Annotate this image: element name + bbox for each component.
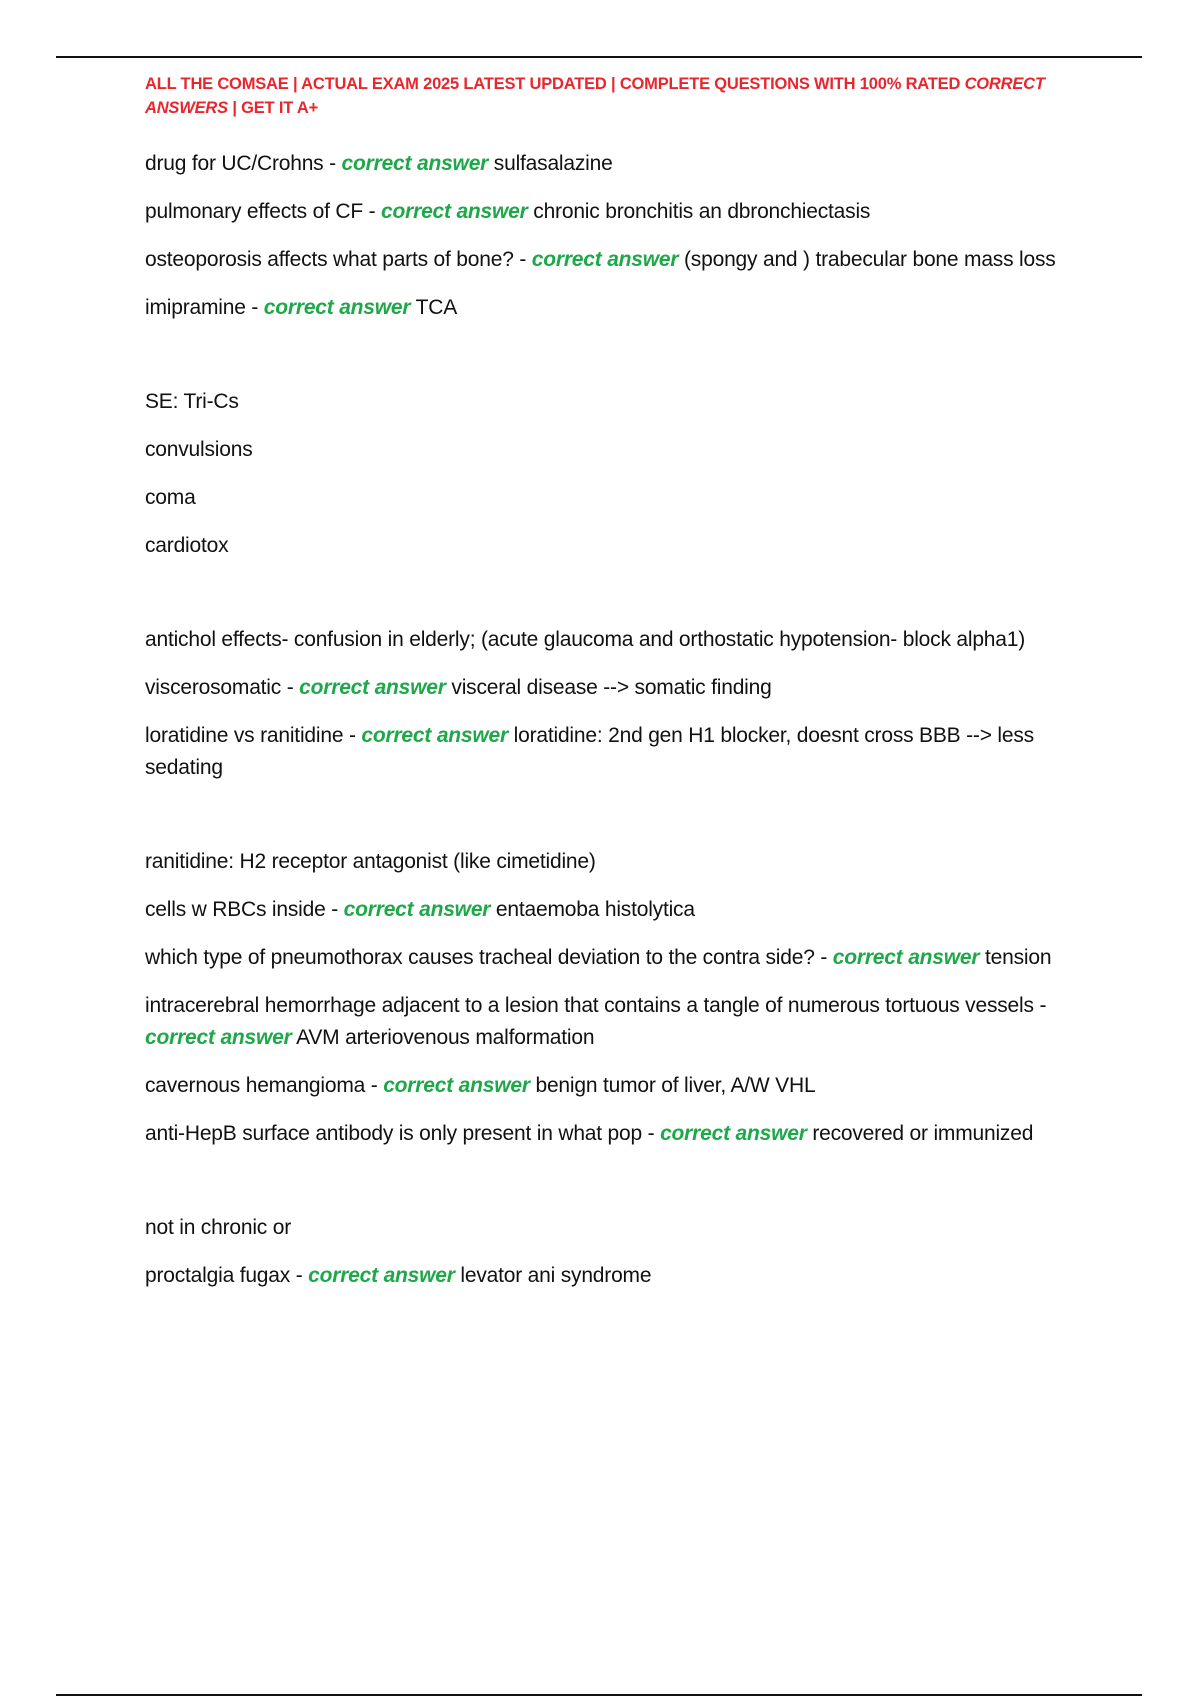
plain-line: not in chronic or (145, 1216, 292, 1239)
separator: - (281, 676, 300, 699)
qa-entry (145, 894, 1085, 926)
question: imipramine (145, 296, 246, 319)
spacer (145, 1166, 1085, 1212)
qa-entry (145, 196, 1085, 228)
answer: visceral disease --> somatic finding (451, 676, 772, 699)
plain-line: ranitidine: H2 receptor antagonist (like cimetidine) (145, 850, 596, 873)
correct-answer-label: correct answer (308, 1264, 455, 1287)
separator: - (362, 200, 382, 223)
question: which type of pneumothorax causes tracheal deviation to the contra side? (145, 946, 815, 969)
correct-answer-label: correct answer (299, 676, 446, 699)
answer: sulfasalazine (493, 152, 613, 175)
header-main: ALL THE COMSAE | ACTUAL EXAM 2025 LATEST UPDATED | COMPLETE QUESTIONS WITH 100% RATED (145, 75, 965, 93)
question: osteoporosis affects what parts of bone? (145, 248, 514, 271)
correct-answer-label: correct answer (383, 1074, 530, 1097)
top-rule (56, 56, 1142, 58)
separator: - (325, 898, 344, 921)
qa-entry (145, 672, 1085, 704)
question: cavernous hemangioma (145, 1074, 366, 1097)
separator: - (814, 946, 833, 969)
spacer (145, 578, 1085, 624)
question: pulmonary effects of CF (145, 200, 363, 223)
plain-line: antichol effects- confusion in elderly; (acute glaucoma and orthostatic hypotension- block alpha1) (145, 628, 1026, 651)
separator: - (343, 724, 362, 747)
header-italic: CORRECT ANSWERS (145, 75, 1045, 117)
answer: recovered or immunized (812, 1122, 1034, 1145)
qa-entry (145, 1260, 1085, 1292)
qa-entry (145, 1118, 1085, 1150)
correct-answer-label: correct answer (660, 1122, 807, 1145)
plain-line: coma (145, 486, 196, 509)
header-tail: | GET IT A+ (227, 99, 319, 117)
correct-answer-label: correct answer (343, 898, 491, 921)
answer: entaemoba histolytica (495, 898, 695, 921)
separator: - (1033, 994, 1047, 1017)
answer: levator ani syndrome (460, 1264, 652, 1287)
plain-line: SE: Tri-Cs (145, 390, 239, 413)
answer: TCA (415, 296, 458, 319)
bottom-rule (56, 1694, 1142, 1696)
correct-answer-label: correct answer (381, 200, 528, 223)
answer: tension (985, 946, 1052, 969)
separator: - (290, 1264, 309, 1287)
correct-answer-label: correct answer (341, 152, 489, 175)
document-header (145, 72, 1105, 120)
answer: AVM arteriovenous malformation (296, 1026, 595, 1049)
plain-line: cardiotox (145, 534, 229, 557)
separator: - (365, 1074, 384, 1097)
qa-entry (145, 720, 1085, 784)
qa-list (145, 148, 1085, 1308)
correct-answer-label: correct answer (361, 724, 508, 747)
qa-entry (145, 942, 1085, 974)
correct-answer-label: correct answer (263, 296, 411, 319)
answer: chronic bronchitis an dbronchiectasis (533, 200, 871, 223)
plain-line: convulsions (145, 438, 253, 461)
spacer (145, 800, 1085, 846)
qa-entry (145, 148, 1085, 180)
question: proctalgia fugax (145, 1264, 291, 1287)
answer: loratidine: 2nd gen H1 blocker, doesnt cross BBB --> less sedating (145, 724, 1034, 779)
answer: benign tumor of liver, A/W VHL (535, 1074, 816, 1097)
qa-entry (145, 990, 1085, 1054)
correct-answer-label: correct answer (145, 1026, 292, 1049)
qa-entry (145, 1070, 1085, 1102)
correct-answer-label: correct answer (531, 248, 679, 271)
question: viscerosomatic (145, 676, 282, 699)
spacer (145, 340, 1085, 386)
qa-entry (145, 244, 1085, 276)
question: loratidine vs ranitidine (145, 724, 344, 747)
question: cells w RBCs inside (145, 898, 326, 921)
question: intracerebral hemorrhage adjacent to a lesion that contains a tangle of numerous tortuous vessels (145, 994, 1034, 1017)
separator: - (245, 296, 264, 319)
separator: - (513, 248, 532, 271)
question: anti-HepB surface antibody is only present in what pop (145, 1122, 642, 1145)
separator: - (323, 152, 342, 175)
correct-answer-label: correct answer (832, 946, 980, 969)
question: drug for UC/Crohns (145, 152, 324, 175)
answer: (spongy and ) trabecular bone mass loss (684, 248, 1056, 271)
separator: - (642, 1122, 661, 1145)
qa-entry (145, 292, 1085, 324)
